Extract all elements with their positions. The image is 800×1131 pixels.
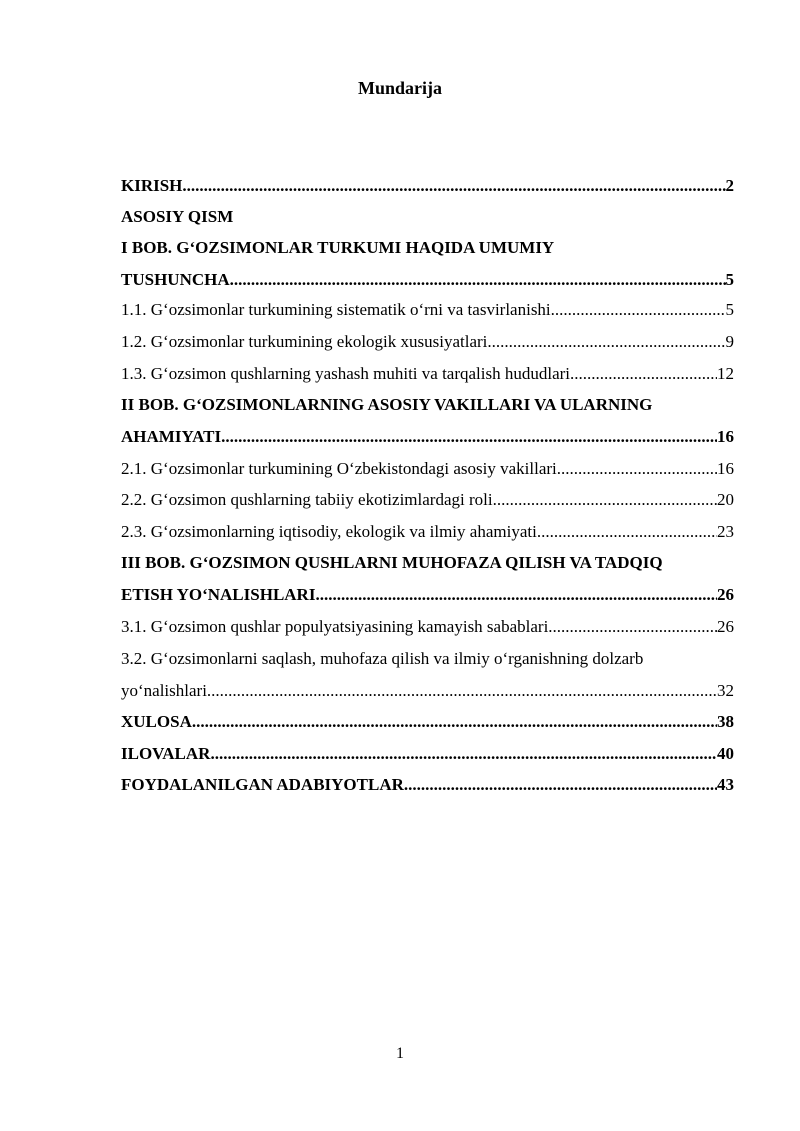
- toc-entry: [121, 296, 734, 324]
- toc-entry-page: 5: [725, 300, 734, 319]
- toc-entry-label: 2.3. G‘ozsimonlarning iqtisodiy, ekologik va ilmiy ahamiyati: [121, 522, 537, 541]
- toc-entry-page: 20: [717, 490, 734, 509]
- toc-entry: [121, 423, 734, 451]
- toc-entry: [121, 549, 734, 577]
- toc-entry: [121, 740, 734, 768]
- toc-entry-label: KIRISH: [121, 176, 183, 195]
- toc-entry-label: XULOSA: [121, 712, 192, 731]
- toc-entry: [121, 360, 734, 388]
- toc-entry: [121, 581, 734, 609]
- toc-entry-page: 16: [717, 427, 734, 446]
- toc-entry-page: 9: [725, 332, 734, 351]
- toc-entry-page: 38: [717, 712, 734, 731]
- toc-entry: [121, 645, 734, 673]
- toc-entry-label: ILOVALAR: [121, 744, 211, 763]
- toc-entry: [121, 771, 734, 799]
- toc-entry-page: 23: [717, 522, 734, 541]
- toc-entry-page: 2: [725, 176, 734, 195]
- toc-entry-label: III BOB. G‘OZSIMON QUSHLARNI MUHOFAZA QILISH VA TADQIQ: [121, 553, 663, 572]
- page-number: 1: [396, 1045, 404, 1062]
- toc-dot-leader: [315, 581, 717, 609]
- toc-entry: [121, 328, 734, 356]
- toc-dot-leader: [551, 296, 726, 324]
- toc-entry-label: 3.2. G‘ozsimonlarni saqlash, muhofaza qilish va ilmiy o‘rganishning dolzarb: [121, 649, 644, 668]
- toc-entry-label: 2.2. G‘ozsimon qushlarning tabiiy ekotizimlardagi roli: [121, 490, 493, 509]
- toc-entry-label: ETISH YO‘NALISHLARI: [121, 585, 316, 604]
- toc-entry-page: 40: [717, 744, 734, 763]
- toc-dot-leader: [493, 486, 717, 514]
- toc-entry-label: II BOB. G‘OZSIMONLARNING ASOSIY VAKILLARI VA ULARNING: [121, 395, 653, 414]
- toc-entry: [121, 455, 734, 483]
- toc-entry-label: yo‘nalishlari: [121, 681, 207, 700]
- toc-entry-page: 12: [717, 364, 734, 383]
- toc-entry-label: ASOSIY QISM: [121, 207, 234, 226]
- toc-dot-leader: [487, 328, 725, 356]
- page-title: Mundarija: [357, 78, 442, 98]
- toc-entry: [121, 613, 734, 641]
- toc-entry-page: 43: [717, 775, 734, 794]
- toc-entry-label: 1.3. G‘ozsimon qushlarning yashash muhiti va tarqalish hududlari: [121, 364, 571, 383]
- toc-dot-leader: [192, 708, 717, 736]
- toc-entry-page: 5: [725, 270, 734, 289]
- toc-dot-leader: [537, 518, 717, 546]
- toc-dot-leader: [221, 423, 717, 451]
- toc-entry-label: TUSHUNCHA: [121, 270, 230, 289]
- toc-entry-label: I BOB. G‘OZSIMONLAR TURKUMI HAQIDA UMUMIY: [121, 238, 555, 257]
- toc-entry: [121, 203, 734, 231]
- toc-entry-label: 1.2. G‘ozsimonlar turkumining ekologik xususiyatlari: [121, 332, 488, 351]
- toc-entry-label: FOYDALANILGAN ADABIYOTLAR: [121, 775, 404, 794]
- toc-entry-label: 1.1. G‘ozsimonlar turkumining sistematik o‘rni va tasvirlanishi: [121, 300, 551, 319]
- toc-dot-leader: [230, 266, 726, 294]
- toc-entry-label: 3.1. G‘ozsimon qushlar populyatsiyasining kamayish sabablari: [121, 617, 549, 636]
- toc-entry-page: 26: [717, 617, 734, 636]
- toc-dot-leader: [570, 360, 717, 388]
- toc-dot-leader: [557, 455, 717, 483]
- toc-entry-page: 32: [717, 681, 734, 700]
- toc-entry-label: 2.1. G‘ozsimonlar turkumining O‘zbekistondagi asosiy vakillari: [121, 459, 557, 478]
- toc-entry: [121, 172, 734, 200]
- toc-dot-leader: [210, 740, 717, 768]
- toc-entry: [121, 266, 734, 294]
- toc-entry: [121, 234, 734, 262]
- toc-entry: [121, 518, 734, 546]
- toc-entry-page: 26: [717, 585, 734, 604]
- toc-dot-leader: [182, 172, 725, 200]
- toc-entry-label: AHAMIYATI: [121, 427, 222, 446]
- toc-entry: [121, 677, 734, 705]
- toc-entry: [121, 708, 734, 736]
- toc-entry: [121, 391, 734, 419]
- toc-dot-leader: [207, 677, 717, 705]
- toc-entry-page: 16: [717, 459, 734, 478]
- toc-dot-leader: [404, 771, 717, 799]
- toc-entry: [121, 486, 734, 514]
- toc-dot-leader: [548, 613, 717, 641]
